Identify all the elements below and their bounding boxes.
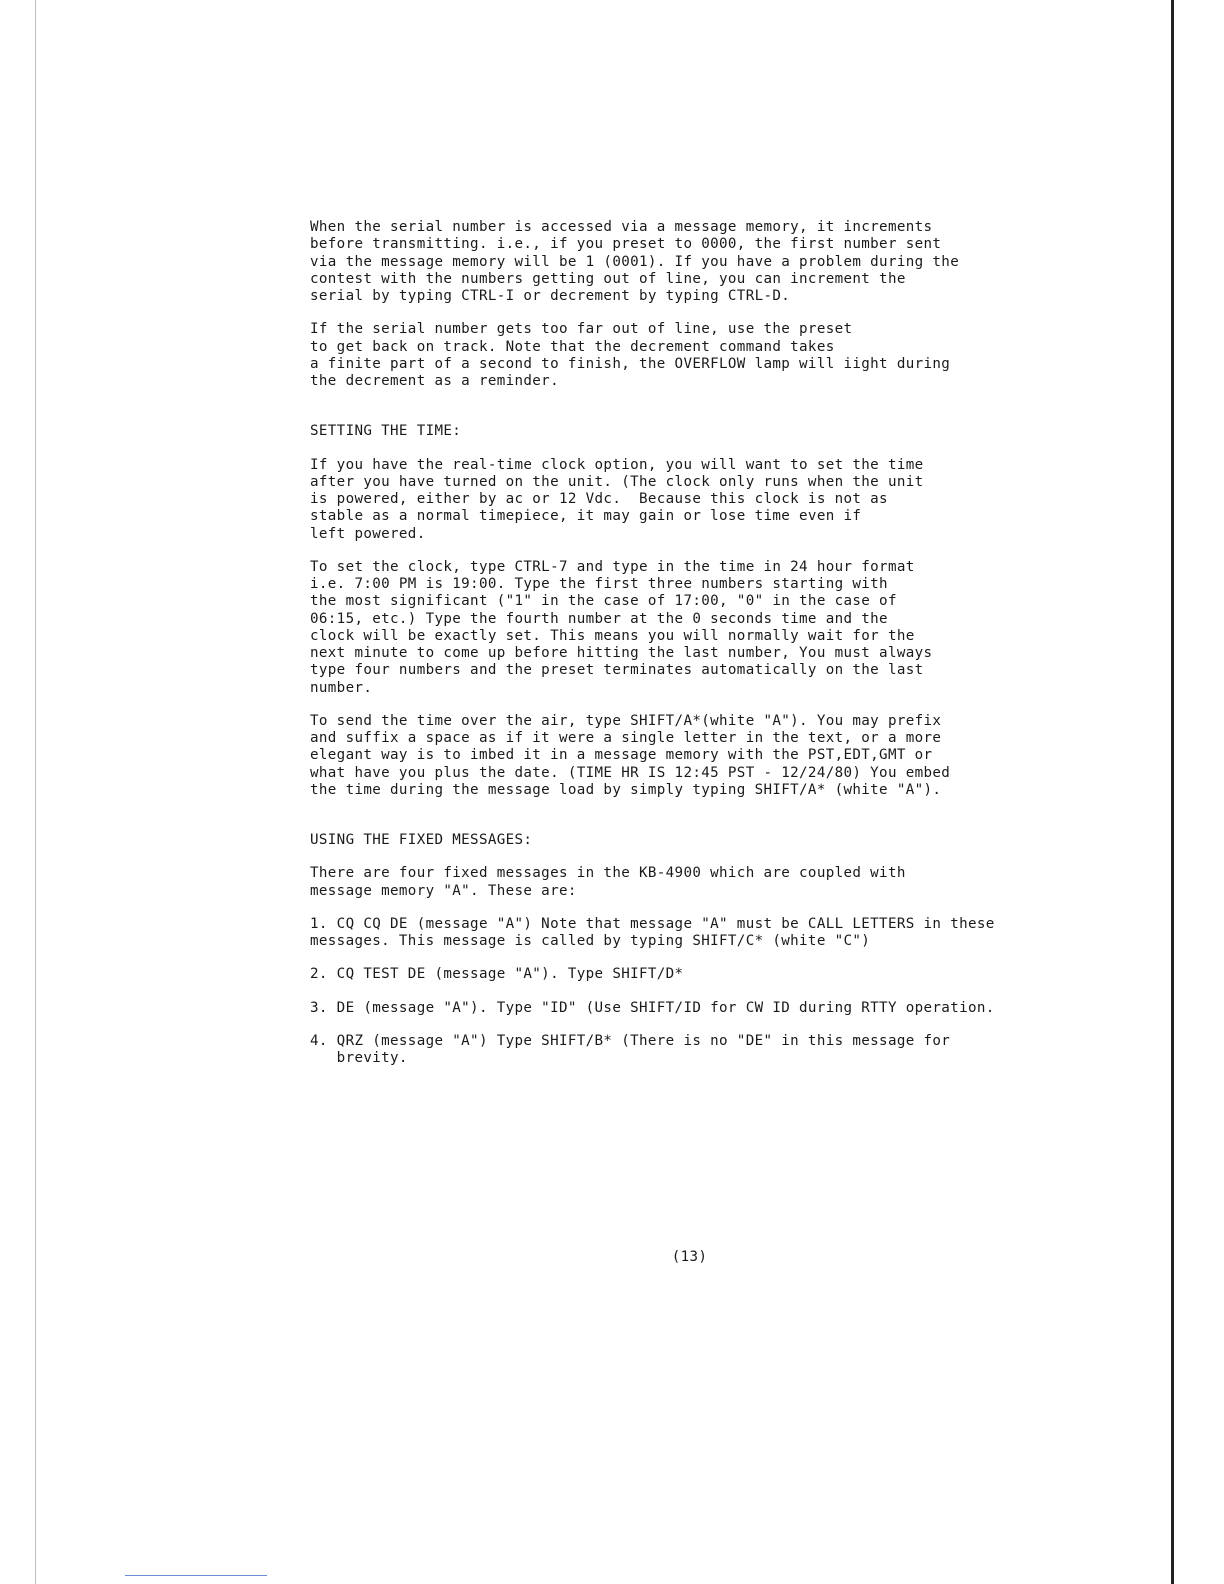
page-right-edge bbox=[1171, 0, 1174, 1584]
section-heading-fixed-messages: USING THE FIXED MESSAGES: bbox=[310, 832, 533, 848]
text-line: To set the clock, type CTRL-7 and type in the time in 24 hour format bbox=[310, 558, 915, 575]
text-line: 1. CQ CQ DE (message "A") Note that message "A" must be CALL LETTERS in these bbox=[310, 915, 995, 932]
text-line: after you have turned on the unit. (The clock only runs when the unit bbox=[310, 473, 924, 490]
paragraph-fixed-intro bbox=[310, 865, 1110, 900]
page-number: (13) bbox=[671, 1249, 708, 1265]
text-line: If the serial number gets too far out of line, use the preset bbox=[310, 321, 853, 338]
text-line: left powered. bbox=[310, 525, 426, 542]
document-body bbox=[310, 219, 1110, 1067]
list-item-1 bbox=[310, 916, 1110, 951]
paragraph-clock-option bbox=[310, 457, 1110, 543]
paragraph-serial-increment bbox=[310, 219, 1110, 305]
section-heading-setting-time: SETTING THE TIME: bbox=[310, 423, 462, 440]
text-line: and suffix a space as if it were a single letter in the text, or a more bbox=[310, 730, 942, 746]
text-line: messages. This message is called by typing SHIFT/C* (white "C") bbox=[310, 933, 871, 949]
text-line: 2. CQ TEST DE (message "A"). Type SHIFT/D* bbox=[310, 966, 684, 983]
paragraph-send-time bbox=[310, 713, 1110, 799]
text-line: type four numbers and the preset terminates automatically on the last bbox=[310, 662, 924, 679]
text-line: what have you plus the date. (TIME HR IS 12:45 PST - 12/24/80) You embed bbox=[310, 764, 951, 781]
text-line: If you have the real-time clock option, you will want to set the time bbox=[310, 456, 924, 473]
footnote-rule bbox=[125, 1575, 267, 1576]
text-line: to get back on track. Note that the decrement command takes bbox=[310, 338, 835, 355]
text-line: stable as a normal timepiece, it may gain or lose time even if bbox=[310, 508, 862, 525]
text-line: contest with the numbers getting out of line, you can increment the bbox=[310, 270, 906, 287]
list-item-2 bbox=[310, 966, 1110, 983]
paragraph-serial-preset bbox=[310, 321, 1110, 390]
text-line: 4. QRZ (message "A") Type SHIFT/B* (There is no "DE" in this message for bbox=[310, 1032, 951, 1049]
text-line: via the message memory will be 1 (0001). If you have a problem during the bbox=[310, 253, 960, 270]
text-line: clock will be exactly set. This means you will normally wait for the bbox=[310, 627, 915, 644]
text-line: i.e. 7:00 PM is 19:00. Type the first three numbers starting with bbox=[310, 576, 888, 592]
text-line: brevity. bbox=[310, 1050, 408, 1066]
text-line: the time during the message load by simply typing SHIFT/A* (white "A"). bbox=[310, 781, 942, 798]
text-line: before transmitting. i.e., if you preset to 0000, the first number sent bbox=[310, 236, 942, 253]
list-item-4 bbox=[310, 1033, 1110, 1068]
text-line: To send the time over the air, type SHIFT/A*(white "A"). You may prefix bbox=[310, 712, 942, 729]
text-line: message memory "A". These are: bbox=[310, 882, 577, 899]
text-line: 06:15, etc.) Type the fourth number at the 0 seconds time and the bbox=[310, 610, 888, 627]
text-line: When the serial number is accessed via a message memory, it increments bbox=[310, 219, 933, 235]
paragraph-set-clock bbox=[310, 559, 1110, 697]
text-line: elegant way is to imbed it in a message memory with the PST,EDT,GMT or bbox=[310, 747, 933, 764]
text-line: serial by typing CTRL-I or decrement by typing CTRL-D. bbox=[310, 288, 791, 304]
text-line: 3. DE (message "A"). Type "ID" (Use SHIFT/ID for CW ID during RTTY operation. bbox=[310, 999, 995, 1016]
page-left-edge bbox=[35, 0, 36, 1584]
text-line: a finite part of a second to finish, the OVERFLOW lamp will iight during bbox=[310, 355, 951, 372]
text-line: next minute to come up before hitting the last number, You must always bbox=[310, 645, 933, 661]
text-line: is powered, either by ac or 12 Vdc. Because this clock is not as bbox=[310, 491, 888, 507]
list-item-3 bbox=[310, 1000, 1110, 1017]
text-line: There are four fixed messages in the KB-4900 which are coupled with bbox=[310, 865, 906, 882]
text-line: the most significant ("1" in the case of 17:00, "0" in the case of bbox=[310, 593, 897, 610]
text-line: the decrement as a reminder. bbox=[310, 373, 559, 389]
text-line: number. bbox=[310, 679, 373, 696]
